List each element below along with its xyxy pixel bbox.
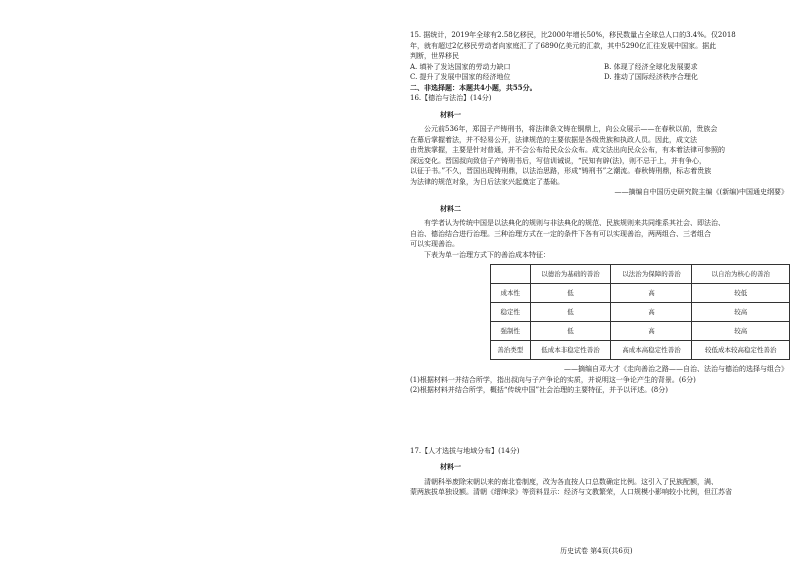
option-a: A. 填补了发达国家的劳动力缺口 xyxy=(410,62,511,71)
table-header-row xyxy=(491,265,790,284)
q15-options xyxy=(410,62,788,83)
table-cell: 低成本非稳定性善治 xyxy=(530,341,611,360)
table-cell: 较高 xyxy=(692,322,790,341)
table-row xyxy=(491,303,790,322)
material-source: ——摘编自邓大才《走向善治之路——自治、法治与德治的选择与组合》 xyxy=(564,365,788,373)
question-prompt: (2)根据材料并结合所学，概括“传统中国”社会治理的主要特征，并予以评述。(8分) xyxy=(410,386,668,394)
table-cell: 高 xyxy=(611,303,692,322)
table-cell: 高 xyxy=(611,284,692,303)
material-line: 有学者认为传统中国是以法典化的规则与非法典化的规范、民族规则来共同维系其社会、即法治、 xyxy=(424,219,725,227)
table-cell: 较高 xyxy=(692,303,790,322)
material-line: 在幕后掌握着法，并不轻易公开，法律规范的主要依据是各级贵族和执政人员。因此，成文法 xyxy=(410,135,697,144)
answer-space xyxy=(410,396,788,446)
material-line: 清朝科举废除宋朝以来的南北卷制度，改为各直按人口总数确定比例。这引入了民族配额，满、 xyxy=(424,477,718,486)
table-cell: 低 xyxy=(530,322,611,341)
q15-stem-line: 判断，世界移民 xyxy=(410,52,459,60)
comparison-table xyxy=(490,264,790,360)
material-line: 由贵族掌握，主要是针对普通，并不会公布给民众公众布。成文法出向民众公布，有本着法律可参照的 xyxy=(410,146,725,154)
table-row xyxy=(491,322,790,341)
table-cell: 善治类型 xyxy=(491,341,531,360)
material-1-label: 材料一 xyxy=(440,462,461,471)
exam-page xyxy=(410,30,788,498)
table-cell: 低 xyxy=(530,284,611,303)
table-cell: 稳定性 xyxy=(491,303,531,322)
material-line: 可以实现善治。 xyxy=(410,240,459,248)
section-heading: 二、非选择题：本题共4小题，共55分。 xyxy=(410,82,537,92)
option-d: D. 推动了国际经济秩序合理化 xyxy=(604,73,698,81)
table-header xyxy=(491,265,531,284)
table-cell: 较低成本较高稳定性善治 xyxy=(692,341,790,360)
material-line: 蒙两族拔单独设额。清朝《缙绅录》等资料显示：经济与文教繁荣，人口规模小影响较小比例，但江苏省 xyxy=(410,488,732,496)
material-line: 公元前536年，郑国子产铸刑书，将法律条文铸在铜鼎上，向公众展示——在春秋以前，贵族会 xyxy=(424,125,718,133)
material-1-label: 材料一 xyxy=(440,109,461,119)
table-cell: 成本性 xyxy=(491,284,531,303)
table-header: 以德治为基础的善治 xyxy=(530,265,611,284)
option-b: B. 体现了经济全球化发展要求 xyxy=(604,62,698,71)
q15-stem-line: 年，就有超过2亿移民劳动者向家庭汇了了6890亿美元的汇款，其中5290亿汇往发展中国家。据此 xyxy=(410,41,717,50)
material-line: 以征于书。”不久，晋国出现铸刑鼎，以法治思路，形成“铸刑书”之潮流。春秋铸刑鼎，标志着贵族 xyxy=(410,167,712,175)
page-footer: 历史试卷 第4页(共6页) xyxy=(560,547,633,555)
table-cell: 低 xyxy=(530,303,611,322)
option-c: C. 提升了发展中国家的经济地位 xyxy=(410,73,511,81)
material-line: 深远变化。晋国叔向致信子产铸刑书后，写信训诫说，“民知有辟(法)，则不忌于上，并有争心， xyxy=(410,156,707,165)
table-row xyxy=(491,284,790,303)
table-cell: 较低 xyxy=(692,284,790,303)
question-prompt: (1)根据材料一并结合所学，指出叔向与子产争论的实质，并说明这一争论产生的背景。(6分) xyxy=(410,375,696,384)
table-row xyxy=(491,341,790,360)
q15-stem-line: 15. 据统计，2019年全球有2.58亿移民，比2000年增长50%，移民数量占全球总人口的3.4%。仅2018 xyxy=(410,31,736,39)
table-cell: 高成本高稳定性善治 xyxy=(611,341,692,360)
material-2-label: 材料二 xyxy=(440,203,461,213)
table-cell: 高 xyxy=(611,322,692,341)
q16-title: 16.【德治与法治】(14分) xyxy=(410,94,492,102)
material-line: 自治、德治结合进行治理。三种治理方式在一定的条件下各有可以实现善治，两两组合、三者组合 xyxy=(410,229,711,238)
table-header: 以自治为核心的善治 xyxy=(692,265,790,284)
material-source: ——摘编自中国历史研究院主编《(新编)中国通史纲要》 xyxy=(614,188,788,196)
table-header: 以法治为保障的善治 xyxy=(611,265,692,284)
material-line: 为法律的规范对象，为日后法家兴起奠定了基础。 xyxy=(410,177,564,186)
table-cell: 强制性 xyxy=(491,322,531,341)
q17-title: 17.【人才选拔与地域分布】(14分) xyxy=(410,446,520,455)
table-intro: 下表为单一治理方式下的善治成本特征： xyxy=(424,250,550,259)
